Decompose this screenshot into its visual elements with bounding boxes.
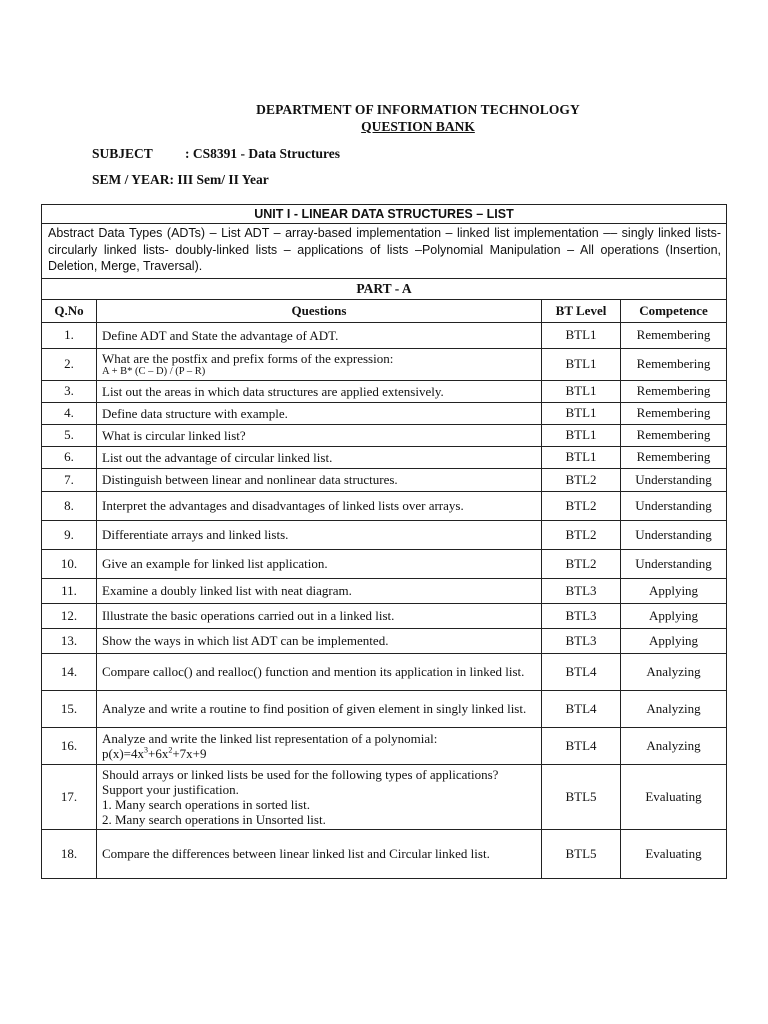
- bt-level: BTL1: [542, 424, 621, 446]
- question-text: [97, 380, 542, 402]
- col-header-no: Q.No: [42, 299, 97, 322]
- subject-line: [92, 146, 340, 162]
- question-text: [97, 322, 542, 348]
- question-number: 12.: [42, 603, 97, 628]
- competence: Understanding: [621, 468, 727, 491]
- competence: Remembering: [621, 380, 727, 402]
- question-number: 18.: [42, 829, 97, 878]
- poly-part: +7x+9: [172, 745, 207, 761]
- question-number: 6.: [42, 446, 97, 468]
- question-subitem: 2. Many search operations in Unsorted list.: [102, 811, 326, 827]
- competence: Understanding: [621, 520, 727, 549]
- question-main-text: Analyze and write a routine to find position of given element in singly linked list.: [102, 701, 527, 716]
- question-number: 3.: [42, 380, 97, 402]
- question-text: [97, 764, 542, 829]
- bt-level: BTL5: [542, 764, 621, 829]
- competence: Remembering: [621, 322, 727, 348]
- poly-exponent: 2: [168, 745, 173, 755]
- competence: Analyzing: [621, 727, 727, 764]
- table-row: [42, 653, 727, 690]
- question-text: [97, 653, 542, 690]
- table-row: [42, 690, 727, 727]
- bt-level: BTL1: [542, 446, 621, 468]
- question-text: [97, 690, 542, 727]
- question-number: 2.: [42, 348, 97, 380]
- question-text: [97, 491, 542, 520]
- col-header-competence: Competence: [621, 299, 727, 322]
- competence: Evaluating: [621, 829, 727, 878]
- document-header: [0, 102, 768, 135]
- question-main-text: Define data structure with example.: [102, 405, 288, 421]
- question-main-text: Illustrate the basic operations carried out in a linked list.: [102, 608, 395, 623]
- poly-exponent: 3: [144, 745, 148, 755]
- question-table: [41, 204, 727, 879]
- poly-part: +6x: [148, 745, 169, 761]
- question-main-text: Define ADT and State the advantage of ADT.: [102, 327, 339, 343]
- bt-level: BTL1: [542, 322, 621, 348]
- competence: Analyzing: [621, 690, 727, 727]
- question-number: 4.: [42, 402, 97, 424]
- question-text: [97, 446, 542, 468]
- question-text: [97, 628, 542, 653]
- question-number: 11.: [42, 578, 97, 603]
- competence: Analyzing: [621, 653, 727, 690]
- question-number: 5.: [42, 424, 97, 446]
- question-text: [97, 402, 542, 424]
- bt-level: BTL3: [542, 628, 621, 653]
- bt-level: BTL1: [542, 380, 621, 402]
- question-main-text: Compare the differences between linear linked list and Circular linked list.: [102, 846, 490, 861]
- question-number: 1.: [42, 322, 97, 348]
- bt-level: BTL3: [542, 603, 621, 628]
- question-text: [97, 829, 542, 878]
- table-row: [42, 549, 727, 578]
- table-row: [42, 446, 727, 468]
- col-header-question: Questions: [97, 299, 542, 322]
- table-row: [42, 578, 727, 603]
- question-main-text: Show the ways in which list ADT can be implemented.: [102, 633, 389, 648]
- polynomial-expression: [102, 746, 536, 761]
- table-row: [42, 764, 727, 829]
- question-main-text: Interpret the advantages and disadvantages of linked lists over arrays.: [102, 498, 464, 513]
- question-text: [97, 603, 542, 628]
- sem-label: SEM / YEAR:: [92, 172, 175, 187]
- question-number: 17.: [42, 764, 97, 829]
- question-text: [97, 520, 542, 549]
- bt-level: BTL4: [542, 727, 621, 764]
- competence: Applying: [621, 603, 727, 628]
- competence: Remembering: [621, 402, 727, 424]
- question-text: [97, 727, 542, 764]
- table-row: [42, 322, 727, 348]
- table-row: [42, 603, 727, 628]
- competence: Remembering: [621, 446, 727, 468]
- bt-level: BTL2: [542, 520, 621, 549]
- bt-level: BTL2: [542, 549, 621, 578]
- part-heading: PART - A: [42, 278, 727, 299]
- competence: Applying: [621, 628, 727, 653]
- unit-syllabus: Abstract Data Types (ADTs) – List ADT – array-based implementation – linked list implementation –– singly linked lists- circularly linked lists- doubly-linked lists – applications of lists –Polynomial Manipulation – All operations (Insertion, Deletion, Merge, Traversal).: [42, 224, 727, 279]
- question-number: 14.: [42, 653, 97, 690]
- competence: Applying: [621, 578, 727, 603]
- question-number: 13.: [42, 628, 97, 653]
- question-main-text: Give an example for linked list application.: [102, 556, 328, 571]
- question-main-text: List out the areas in which data structures are applied extensively.: [102, 383, 444, 399]
- bt-level: BTL5: [542, 829, 621, 878]
- question-number: 15.: [42, 690, 97, 727]
- question-number: 7.: [42, 468, 97, 491]
- table-row: [42, 727, 727, 764]
- competence: Evaluating: [621, 764, 727, 829]
- table-header-row: [42, 299, 727, 322]
- question-main-text: List out the advantage of circular linked list.: [102, 449, 333, 465]
- sem-value: III Sem/ II Year: [177, 172, 269, 187]
- bt-level: BTL2: [542, 468, 621, 491]
- competence: Remembering: [621, 348, 727, 380]
- competence: Understanding: [621, 491, 727, 520]
- table-row: [42, 468, 727, 491]
- poly-part: p(x)=4x: [102, 745, 144, 761]
- table-row: [42, 491, 727, 520]
- bt-level: BTL2: [542, 491, 621, 520]
- table-row: [42, 628, 727, 653]
- table-row: [42, 348, 727, 380]
- question-number: 9.: [42, 520, 97, 549]
- subject-label: SUBJECT: [92, 146, 153, 161]
- question-number: 16.: [42, 727, 97, 764]
- table-row: [42, 424, 727, 446]
- question-number: 10.: [42, 549, 97, 578]
- table-row: [42, 520, 727, 549]
- bt-level: BTL4: [542, 653, 621, 690]
- competence: Remembering: [621, 424, 727, 446]
- department-title: DEPARTMENT OF INFORMATION TECHNOLOGY: [256, 102, 580, 117]
- question-text: [97, 348, 542, 380]
- question-text: [97, 578, 542, 603]
- question-main-text: Examine a doubly linked list with neat diagram.: [102, 583, 352, 598]
- question-number: 8.: [42, 491, 97, 520]
- subject-value: : CS8391 - Data Structures: [185, 146, 340, 161]
- competence: Understanding: [621, 549, 727, 578]
- bt-level: BTL1: [542, 402, 621, 424]
- question-bank-title: QUESTION BANK: [361, 119, 475, 134]
- sem-year-line: [92, 172, 269, 188]
- col-header-bt: BT Level: [542, 299, 621, 322]
- question-main-text: What are the postfix and prefix forms of the expression:: [102, 350, 394, 366]
- question-text: [97, 424, 542, 446]
- question-expression: A + B* (C – D) / (P – R): [102, 365, 206, 377]
- bt-level: BTL3: [542, 578, 621, 603]
- question-main-text: What is circular linked list?: [102, 427, 246, 443]
- unit-title: UNIT I - LINEAR DATA STRUCTURES – LIST: [42, 205, 727, 224]
- question-main-text: Differentiate arrays and linked lists.: [102, 527, 289, 542]
- question-subitem: 1. Many search operations in sorted list.: [102, 796, 310, 812]
- table-row: [42, 829, 727, 878]
- question-main-text: Analyze and write the linked list representation of a polynomial:: [102, 730, 438, 746]
- question-text: [97, 468, 542, 491]
- table-row: [42, 380, 727, 402]
- question-main-text: Compare calloc() and realloc() function and mention its application in linked list.: [102, 664, 525, 679]
- question-main-text: Distinguish between linear and nonlinear data structures.: [102, 472, 398, 487]
- table-row: [42, 402, 727, 424]
- question-rows: [42, 322, 727, 878]
- question-main-text: Should arrays or linked lists be used for the following types of applications? Support your justification.: [102, 766, 499, 797]
- bt-level: BTL4: [542, 690, 621, 727]
- question-text: [97, 549, 542, 578]
- bt-level: BTL1: [542, 348, 621, 380]
